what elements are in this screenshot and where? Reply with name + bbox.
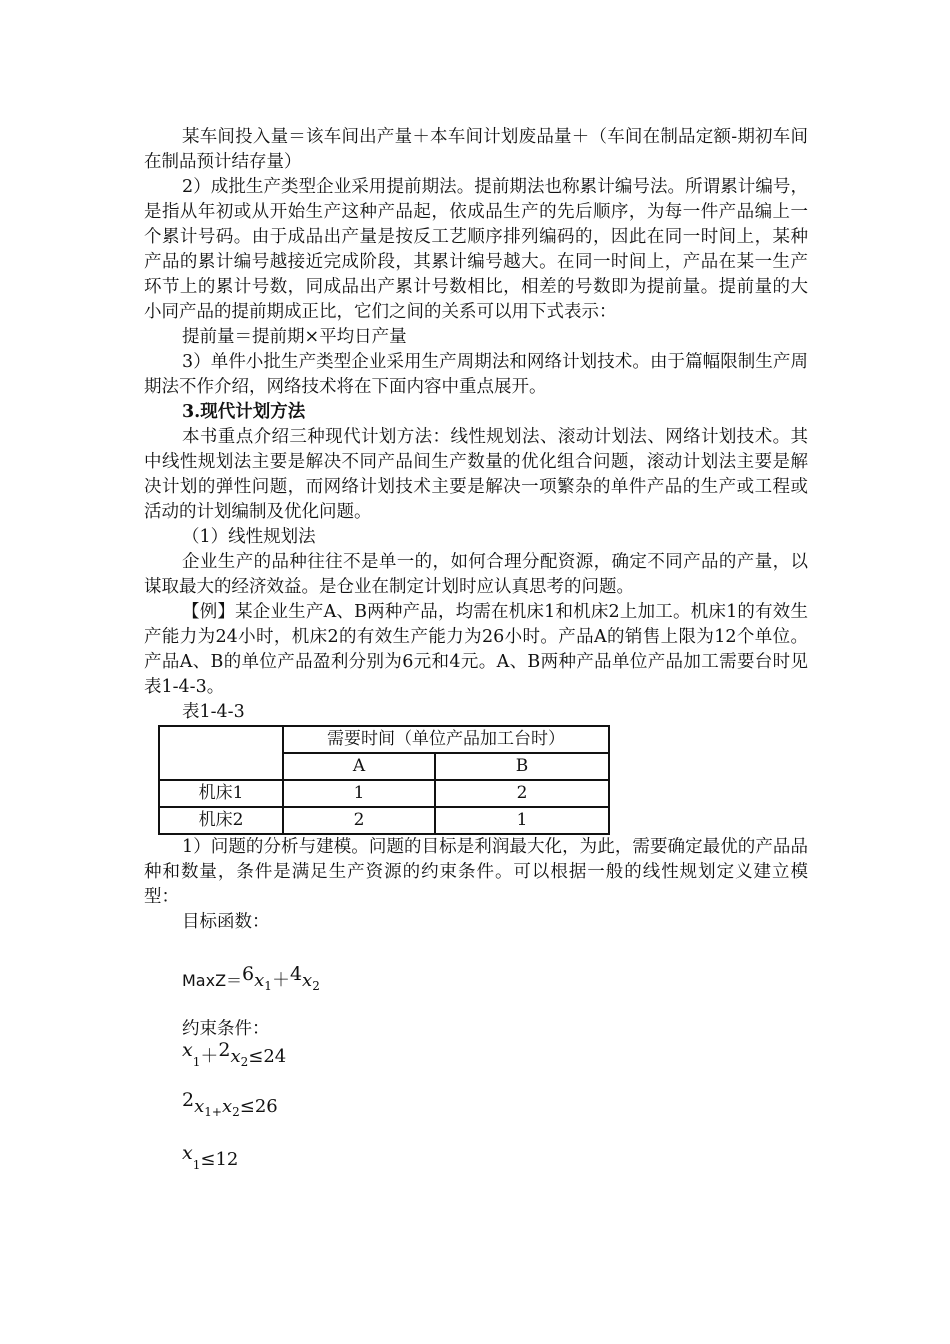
table-row-label: 机床2 xyxy=(159,807,283,834)
paragraph-modeling: 1）问题的分析与建模。问题的目标是利润最大化，为此，需要确定最优的产品品种和数量，条件是满足生产资源的约束条件。可以根据一般的线性规划定义建立模型： xyxy=(144,837,808,907)
paragraph-advance-period: 2）成批生产类型企业采用提前期法。提前期法也称累计编号法。所谓累计编号，是指从年初或从开始生产这种产品起，依成品生产的先后顺序，为每一件产品编上一个累计号码。由于成品出产量是按反工艺顺序排列编码的，因此在同一时间上，某种产品的累计编号越接近完成阶段，其累计编号越大。在同一时间上，产品在某一生产环节上的累计号数，同成品出产累计号数相比，相差的号数即为提前量。提前量的大小同产品的提前期成正比，它们之间的关系可以用下式表示： xyxy=(144,177,808,322)
table-cell: 2 xyxy=(435,780,609,807)
table-header-row xyxy=(159,726,609,753)
table-header-cell: 需要时间（单位产品加工台时） xyxy=(283,726,609,753)
constraint-3: $x_1\le 12$ xyxy=(182,1142,239,1172)
table-row xyxy=(159,780,609,807)
objective-function: $MaxZ=6x_1+4x_2$ xyxy=(182,963,320,993)
table-corner-cell xyxy=(159,726,283,780)
label-objective: 目标函数： xyxy=(182,912,270,932)
table-cell: 1 xyxy=(283,780,435,807)
paragraph-modern-methods: 本书重点介绍三种现代计划方法：线性规划法、滚动计划法、网络计划技术。其中线性规划法主要是解决不同产品间生产数量的优化组合问题，滚动计划法主要是解决计划的弹性问题，而网络计划技术主要是解决一项繁杂的单件产品的生产或工程或活动的计划编制及优化问题。 xyxy=(144,427,808,522)
label-constraints: 约束条件： xyxy=(182,1019,270,1039)
constraint-2: $2x_{1+}x_2\le 26$ xyxy=(182,1089,278,1119)
paragraph-product-variety: 企业生产的品种往往不是单一的，如何合理分配资源，确定不同产品的产量，以谋取最大的经济效益。是仓业在制定计划时应认真思考的问题。 xyxy=(144,552,808,597)
paragraph-example: 【例】某企业生产A、B两种产品，均需在机床1和机床2上加工。机床1的有效生产能力为24小时，机床2的有效生产能力为26小时。产品A的销售上限为12个单位。产品A、B的单位产品盈利分别为6元和4元。A、B两种产品单位产品加工需要台时见表1-4-3。 xyxy=(144,602,808,697)
paragraph-advance-formula: 提前量＝提前期×平均日产量 xyxy=(182,327,407,347)
table-cell: 2 xyxy=(283,807,435,834)
table-col-b: B xyxy=(435,753,609,780)
machine-time-table xyxy=(158,725,610,835)
document-body xyxy=(144,125,808,935)
subheading-linear-programming: （1）线性规划法 xyxy=(182,527,316,547)
paragraph-single-piece: 3）单件小批生产类型企业采用生产周期法和网络计划技术。由于篇幅限制生产周期法不作介绍，网络技术将在下面内容中重点展开。 xyxy=(144,352,808,397)
paragraph-input-formula: 某车间投入量＝该车间出产量＋本车间计划废品量＋（车间在制品定额-期初车间在制品预计结存量） xyxy=(144,127,808,172)
table-cell: 1 xyxy=(435,807,609,834)
table-row-label: 机床1 xyxy=(159,780,283,807)
constraint-1: $x_1+2x_2\le 24$ xyxy=(182,1039,287,1069)
table-row xyxy=(159,807,609,834)
table-col-a: A xyxy=(283,753,435,780)
table-caption: 表1-4-3 xyxy=(182,702,245,722)
section-heading: 3.现代计划方法 xyxy=(182,402,306,422)
